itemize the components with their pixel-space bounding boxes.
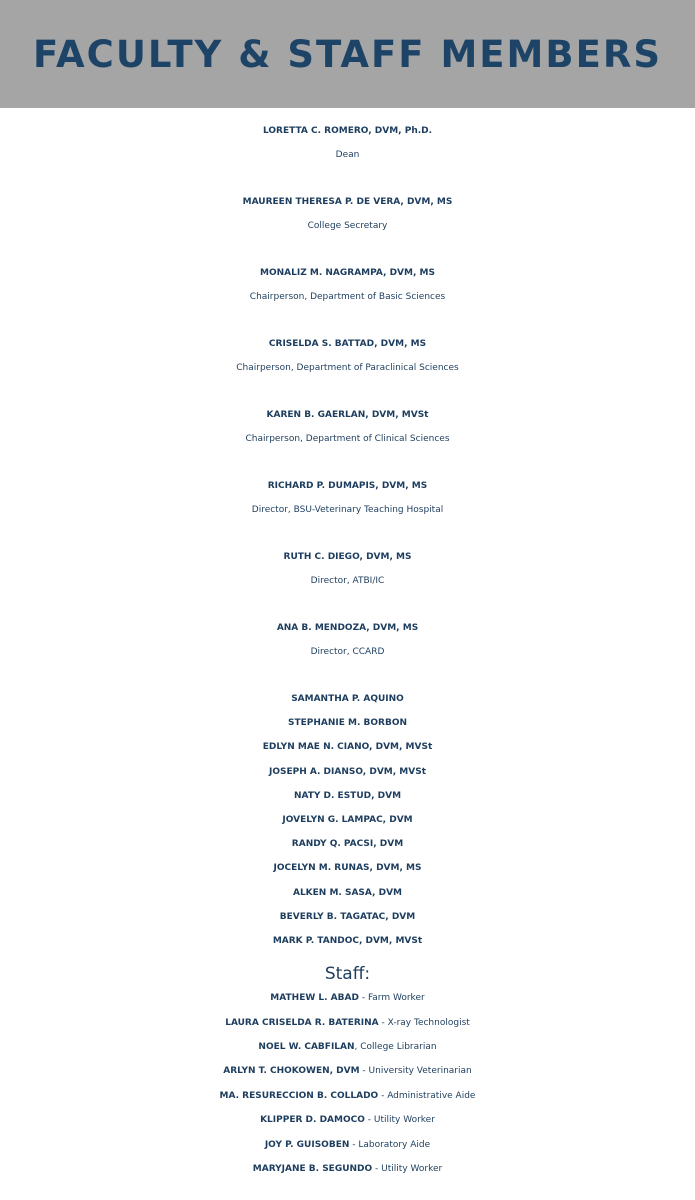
- staff-entry: [0, 1133, 695, 1157]
- staff-role: Administrative Aide: [387, 1090, 476, 1101]
- officer-name: KAREN B. GAERLAN, DVM, MVSt: [266, 410, 429, 420]
- faculty-name: MARK P. TANDOC, DVM, MVSt: [272, 936, 423, 947]
- officer-entry: [0, 474, 695, 522]
- officer-name: RUTH C. DIEGO, DVM, MS: [283, 552, 412, 562]
- officer-entry: [0, 261, 695, 309]
- staff-name: LAURA CRISELDA R. BATERINA: [225, 1017, 379, 1028]
- page-title: FACULTY & STAFF MEMBERS: [33, 32, 662, 76]
- officer-name: MAUREEN THERESA P. DE VERA, DVM, MS: [242, 197, 453, 207]
- officer-role: Chairperson, Department of Basic Sciences: [249, 292, 446, 302]
- officer-name: MONALIZ M. NAGRAMPA, DVM, MS: [260, 268, 435, 278]
- officer-role: Chairperson, Department of Paraclinical Sciences: [236, 363, 459, 373]
- faculty-name: NATY D. ESTUD, DVM: [293, 790, 402, 801]
- officer-entry: [0, 119, 695, 167]
- staff-name: MA. RESURECCION B. COLLADO: [219, 1090, 379, 1101]
- officer-role: Director, BSU-Veterinary Teaching Hospital: [251, 505, 444, 515]
- officer-name: ANA B. MENDOZA, DVM, MS: [276, 623, 419, 633]
- staff-separator: -: [378, 1017, 388, 1028]
- staff-separator: -: [364, 1115, 374, 1126]
- staff-name: JOY P. GUISOBEN: [264, 1139, 350, 1150]
- officer-name: CRISELDA S. BATTAD, DVM, MS: [268, 339, 427, 349]
- staff-role: Utility Worker: [373, 1115, 435, 1126]
- faculty-name: SAMANTHA P. AQUINO: [291, 694, 404, 704]
- staff-name: ARLYN T. CHOKOWEN, DVM: [223, 1066, 360, 1077]
- faculty-name: JOVELYN G. LAMPAC, DVM: [282, 815, 413, 826]
- header-banner: [0, 0, 695, 108]
- staff-name: MARYJANE B. SEGUNDO: [252, 1164, 373, 1175]
- staff-role: University Veterinarian: [368, 1066, 472, 1077]
- officer-name: RICHARD P. DUMAPIS, DVM, MS: [267, 481, 428, 491]
- staff-separator: -: [372, 1164, 382, 1175]
- staff-section: [0, 962, 695, 1181]
- staff-entry: [0, 1084, 695, 1108]
- officer-entry: [0, 190, 695, 238]
- faculty-section: [0, 687, 695, 953]
- faculty-name: EDLYN MAE N. CIANO, DVM, MVSt: [262, 742, 433, 753]
- faculty-name: JOSEPH A. DIANSO, DVM, MVSt: [268, 766, 427, 777]
- staff-separator: -: [378, 1090, 388, 1101]
- faculty-name: RANDY Q. PACSI, DVM: [291, 839, 404, 850]
- officer-entry: [0, 545, 695, 593]
- staff-role: College Librarian: [360, 1042, 437, 1053]
- staff-separator: -: [349, 1139, 359, 1150]
- staff-entry: [0, 1035, 695, 1059]
- faculty-name: JOCELYN M. RUNAS, DVM, MS: [273, 863, 422, 874]
- staff-role: X-ray Technologist: [387, 1017, 470, 1028]
- staff-role: Laboratory Aide: [358, 1139, 431, 1150]
- staff-separator: ,: [354, 1042, 361, 1053]
- officer-role: Dean: [335, 150, 360, 160]
- staff-entry: [0, 1011, 695, 1035]
- officer-role: Director, CCARD: [310, 647, 385, 657]
- officers-section: [0, 119, 695, 664]
- staff-name: MATHEW L. ABAD: [270, 993, 359, 1004]
- officer-name: LORETTA C. ROMERO, DVM, Ph.D.: [262, 126, 433, 136]
- staff-separator: -: [359, 1066, 369, 1077]
- officer-entry: [0, 332, 695, 380]
- faculty-name: STEPHANIE M. BORBON: [287, 718, 408, 729]
- staff-entry: [0, 1108, 695, 1132]
- staff-name: NOEL W. CABFILAN: [258, 1042, 355, 1053]
- staff-separator: -: [358, 993, 368, 1004]
- officer-role: Director, ATBI/IC: [310, 576, 385, 586]
- officer-role: College Secretary: [307, 221, 388, 231]
- staff-role: Utility Worker: [381, 1164, 443, 1175]
- staff-heading: Staff:: [324, 964, 371, 985]
- member-list: [0, 108, 695, 1181]
- staff-role: Farm Worker: [367, 993, 425, 1004]
- officer-entry: [0, 403, 695, 451]
- officer-entry: [0, 616, 695, 664]
- faculty-name: BEVERLY B. TAGATAC, DVM: [279, 911, 416, 922]
- staff-entry: [0, 986, 695, 1010]
- staff-name: KLIPPER D. DAMOCO: [260, 1115, 365, 1126]
- staff-entry: [0, 1059, 695, 1083]
- staff-entry: [0, 1157, 695, 1181]
- officer-role: Chairperson, Department of Clinical Sciences: [245, 434, 450, 444]
- faculty-name: ALKEN M. SASA, DVM: [292, 887, 402, 898]
